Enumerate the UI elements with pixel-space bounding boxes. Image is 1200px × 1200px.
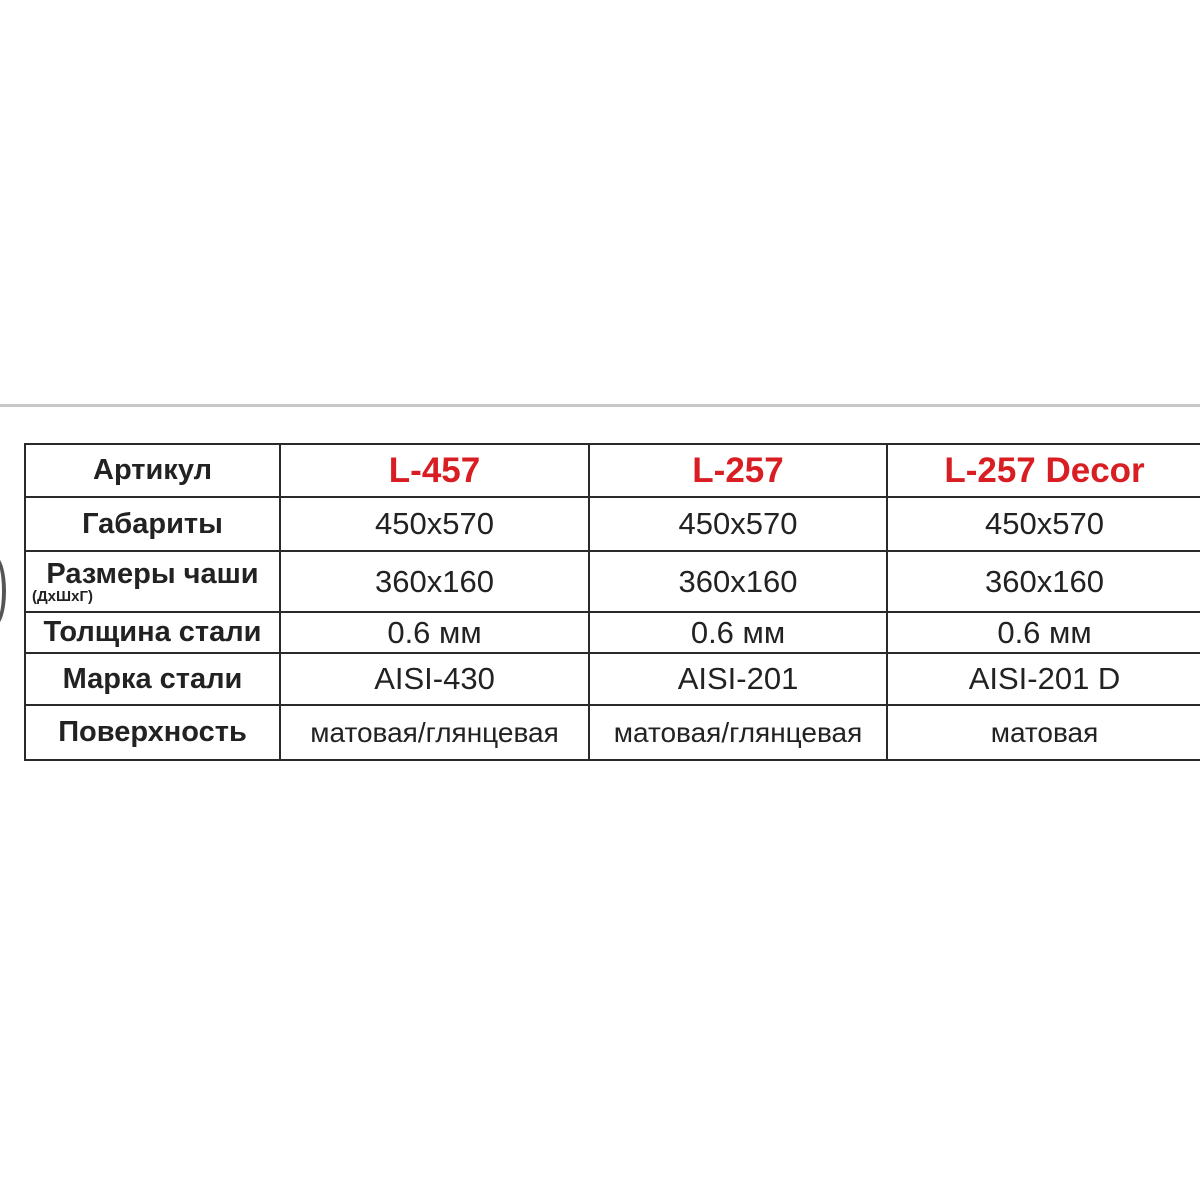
row-label-surface: Поверхность (25, 705, 280, 760)
table-cell: 360x160 (280, 551, 589, 612)
model-name-3: L-257 Decor (887, 444, 1200, 497)
table-cell: матовая/глянцевая (589, 705, 887, 760)
model-name-2: L-257 (589, 444, 887, 497)
table-cell: 360x160 (887, 551, 1200, 612)
table-row (25, 653, 1200, 705)
table-cell: 450x570 (280, 497, 589, 551)
top-divider-line (0, 404, 1200, 407)
row-label-main: Размеры чаши (46, 557, 259, 590)
table-cell: матовая/глянцевая (280, 705, 589, 760)
table-cell: 450x570 (589, 497, 887, 551)
table-cell: 0.6 мм (887, 612, 1200, 653)
row-label-bowl-size (25, 551, 280, 612)
table-row (25, 497, 1200, 551)
table-cell: матовая (887, 705, 1200, 760)
table-cell: 450x570 (887, 497, 1200, 551)
table-cell: AISI-201 (589, 653, 887, 705)
header-label: Артикул (25, 444, 280, 497)
table-cell: AISI-430 (280, 653, 589, 705)
partial-ring-mark (0, 556, 6, 626)
row-label-dimensions: Габариты (25, 497, 280, 551)
spec-table (24, 443, 1200, 761)
header-row (25, 444, 1200, 497)
row-label-steel-thickness: Толщина стали (25, 612, 280, 653)
table-cell: AISI-201 D (887, 653, 1200, 705)
table-cell: 0.6 мм (589, 612, 887, 653)
table-row (25, 705, 1200, 760)
row-label-sub: (ДхШхГ) (32, 587, 93, 605)
model-name-1: L-457 (280, 444, 589, 497)
table-row (25, 612, 1200, 653)
table-row (25, 551, 1200, 612)
table-cell: 0.6 мм (280, 612, 589, 653)
table-cell: 360x160 (589, 551, 887, 612)
row-label-steel-grade: Марка стали (25, 653, 280, 705)
